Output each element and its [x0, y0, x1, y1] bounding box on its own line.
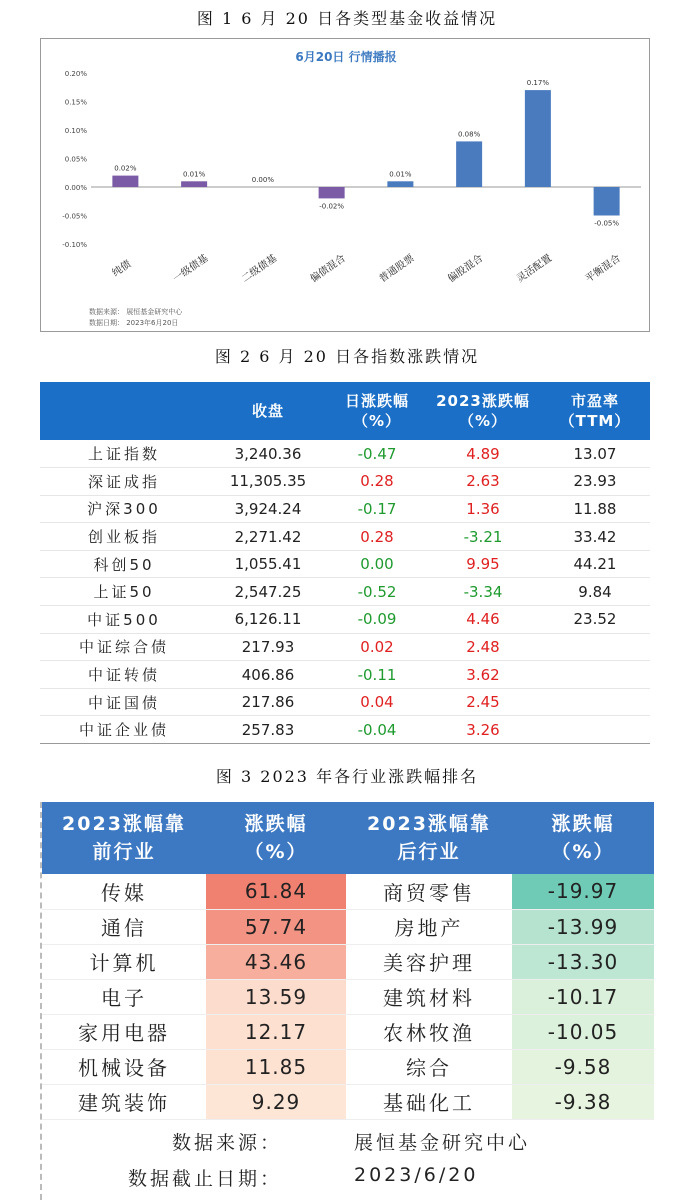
day-change: 0.28	[328, 523, 426, 551]
bar-8	[594, 187, 620, 216]
table-header-row	[42, 802, 654, 874]
header-cell: 市盈率 （TTM）	[540, 382, 650, 440]
ytd-change: -3.21	[426, 523, 540, 551]
ytd-change: 2.45	[426, 688, 540, 716]
table-row	[40, 550, 650, 578]
figure3-caption: 图 3 2023 年各行业涨跌幅排名	[215, 767, 479, 786]
y-tick-label: 0.20%	[64, 70, 87, 78]
bottom-industry-change: -10.05	[512, 1014, 654, 1049]
date-label: 数据截止日期：	[127, 1168, 282, 1190]
ytd-change: 4.89	[426, 440, 540, 468]
data-label: 0.00%	[251, 176, 274, 184]
top-industry-change: 57.74	[206, 909, 346, 944]
close-value: 3,924.24	[208, 495, 328, 523]
table-header-row	[40, 382, 650, 440]
x-category-label: 偏债混合	[308, 252, 348, 285]
data-label: 0.01%	[183, 170, 206, 179]
top-industry-change: 61.84	[206, 874, 346, 909]
bottom-industry-change: -9.38	[512, 1084, 654, 1119]
bottom-industry: 美容护理	[346, 944, 512, 979]
close-value: 11,305.35	[208, 468, 328, 496]
top-industry: 传媒	[42, 874, 206, 909]
data-label: -0.05%	[594, 219, 620, 228]
bar-2	[181, 181, 207, 187]
table-row	[42, 1049, 654, 1084]
chart-date-note: 数据日期： 2023年6月20日	[89, 319, 179, 327]
table-row	[42, 979, 654, 1014]
data-label: -0.02%	[319, 202, 345, 211]
bar-chart-svg	[41, 39, 651, 333]
ytd-change: 3.26	[426, 716, 540, 744]
day-change: 0.00	[328, 550, 426, 578]
close-value: 6,126.11	[208, 606, 328, 634]
y-tick-label: -0.05%	[62, 212, 87, 221]
x-category-label: 普通股票	[377, 252, 417, 285]
data-label: 0.01%	[389, 170, 412, 179]
bar-1	[112, 176, 138, 187]
table-row	[40, 495, 650, 523]
pe-ratio	[540, 633, 650, 661]
bottom-industry: 基础化工	[346, 1084, 512, 1119]
bar-7	[525, 90, 551, 187]
x-category-label: 灵活配置	[514, 252, 554, 285]
day-change: -0.11	[328, 661, 426, 689]
bottom-industry-change: -13.99	[512, 909, 654, 944]
table-row	[40, 688, 650, 716]
y-tick-label: -0.10%	[62, 241, 87, 249]
index-name: 创业板指	[40, 523, 208, 551]
close-value: 406.86	[208, 661, 328, 689]
close-value: 2,271.42	[208, 523, 328, 551]
table-row	[42, 874, 654, 909]
x-category-label: 平衡混合	[583, 252, 623, 285]
index-name: 中证综合债	[40, 633, 208, 661]
data-label: 0.17%	[526, 79, 549, 88]
top-industry-change: 13.59	[206, 979, 346, 1014]
day-change: -0.04	[328, 716, 426, 744]
header-cell	[40, 382, 208, 440]
table-row	[42, 909, 654, 944]
y-tick-label: 0.10%	[64, 127, 87, 135]
header-cell: 收盘	[208, 382, 328, 440]
x-category-label: 一级债基	[171, 252, 211, 285]
bar-6	[456, 141, 482, 187]
bottom-industry: 建筑材料	[346, 979, 512, 1014]
day-change: 0.04	[328, 688, 426, 716]
date-value: 2023/6/20	[354, 1164, 479, 1186]
index-name: 上证50	[40, 578, 208, 606]
header-cell: 2023涨幅靠 后行业	[346, 802, 512, 874]
bottom-industry-change: -13.30	[512, 944, 654, 979]
index-performance-table	[40, 382, 650, 744]
close-value: 1,055.41	[208, 550, 328, 578]
index-name: 深证成指	[40, 468, 208, 496]
header-cell: 日涨跌幅 （%）	[328, 382, 426, 440]
pe-ratio	[540, 688, 650, 716]
top-industry: 机械设备	[42, 1049, 206, 1084]
index-name: 科创50	[40, 550, 208, 578]
top-industry-change: 12.17	[206, 1014, 346, 1049]
ytd-change: -3.34	[426, 578, 540, 606]
top-industry: 家用电器	[42, 1014, 206, 1049]
table-row	[40, 661, 650, 689]
bottom-industry: 综合	[346, 1049, 512, 1084]
bottom-industry-change: -9.58	[512, 1049, 654, 1084]
x-category-label: 纯债	[110, 258, 134, 280]
day-change: -0.17	[328, 495, 426, 523]
data-label: 0.08%	[458, 130, 481, 139]
table-row	[40, 606, 650, 634]
pe-ratio: 44.21	[540, 550, 650, 578]
table-row	[40, 523, 650, 551]
top-industry-change: 11.85	[206, 1049, 346, 1084]
bar-5	[387, 181, 413, 187]
data-label: 0.02%	[114, 164, 137, 173]
table-row	[42, 944, 654, 979]
index-name: 上证指数	[40, 440, 208, 468]
ytd-change: 2.63	[426, 468, 540, 496]
index-name: 中证转债	[40, 661, 208, 689]
index-name: 中证500	[40, 606, 208, 634]
day-change: 0.02	[328, 633, 426, 661]
table-row	[40, 440, 650, 468]
bottom-industry: 农林牧渔	[346, 1014, 512, 1049]
bar-4	[319, 187, 345, 198]
y-tick-label: 0.15%	[64, 98, 87, 107]
day-change: -0.09	[328, 606, 426, 634]
table-row	[42, 1084, 654, 1119]
ytd-change: 3.62	[426, 661, 540, 689]
chart-title: 6月20日 行情播报	[295, 50, 397, 64]
ytd-change: 1.36	[426, 495, 540, 523]
day-change: -0.52	[328, 578, 426, 606]
index-name: 中证企业债	[40, 716, 208, 744]
index-name: 沪深300	[40, 495, 208, 523]
pe-ratio: 9.84	[540, 578, 650, 606]
header-cell: 2023涨幅靠 前行业	[42, 802, 206, 874]
header-cell: 2023涨跌幅 （%）	[426, 382, 540, 440]
x-category-label: 偏股混合	[446, 252, 486, 285]
table-row	[40, 578, 650, 606]
source-label: 数据来源：	[171, 1132, 282, 1154]
pe-ratio: 33.42	[540, 523, 650, 551]
top-industry: 通信	[42, 909, 206, 944]
ytd-change: 2.48	[426, 633, 540, 661]
close-value: 217.93	[208, 633, 328, 661]
table-row	[40, 633, 650, 661]
x-category-label: 二级债基	[239, 252, 279, 285]
pe-ratio	[540, 716, 650, 744]
source-value: 展恒基金研究中心	[354, 1132, 531, 1154]
header-cell: 涨跌幅 （%）	[512, 802, 654, 874]
bottom-industry: 房地产	[346, 909, 512, 944]
table-row	[42, 1014, 654, 1049]
chart-source-note: 数据来源： 展恒基金研究中心	[89, 308, 183, 316]
bottom-industry-change: -10.17	[512, 979, 654, 1014]
header-cell: 涨跌幅 （%）	[206, 802, 346, 874]
close-value: 2,547.25	[208, 578, 328, 606]
bottom-industry-change: -19.97	[512, 874, 654, 909]
close-value: 217.86	[208, 688, 328, 716]
pe-ratio: 23.52	[540, 606, 650, 634]
day-change: 0.28	[328, 468, 426, 496]
table-row	[40, 716, 650, 744]
pe-ratio	[540, 661, 650, 689]
y-tick-label: 0.05%	[64, 155, 87, 164]
top-industry-change: 43.46	[206, 944, 346, 979]
table-row	[40, 468, 650, 496]
close-value: 257.83	[208, 716, 328, 744]
ytd-change: 4.46	[426, 606, 540, 634]
bottom-industry: 商贸零售	[346, 874, 512, 909]
index-name: 中证国债	[40, 688, 208, 716]
figure2-caption: 图 2 6 月 20 日各指数涨跌情况	[214, 347, 480, 366]
pe-ratio: 23.93	[540, 468, 650, 496]
close-value: 3,240.36	[208, 440, 328, 468]
top-industry: 建筑装饰	[42, 1084, 206, 1119]
pe-ratio: 11.88	[540, 495, 650, 523]
top-industry: 电子	[42, 979, 206, 1014]
figure1-caption: 图 1 6 月 20 日各类型基金收益情况	[196, 9, 498, 28]
industry-ranking-table	[40, 802, 652, 1200]
pe-ratio: 13.07	[540, 440, 650, 468]
day-change: -0.47	[328, 440, 426, 468]
ytd-change: 9.95	[426, 550, 540, 578]
y-tick-label: 0.00%	[64, 184, 87, 192]
top-industry-change: 9.29	[206, 1084, 346, 1119]
top-industry: 计算机	[42, 944, 206, 979]
fund-returns-chart	[40, 38, 650, 332]
